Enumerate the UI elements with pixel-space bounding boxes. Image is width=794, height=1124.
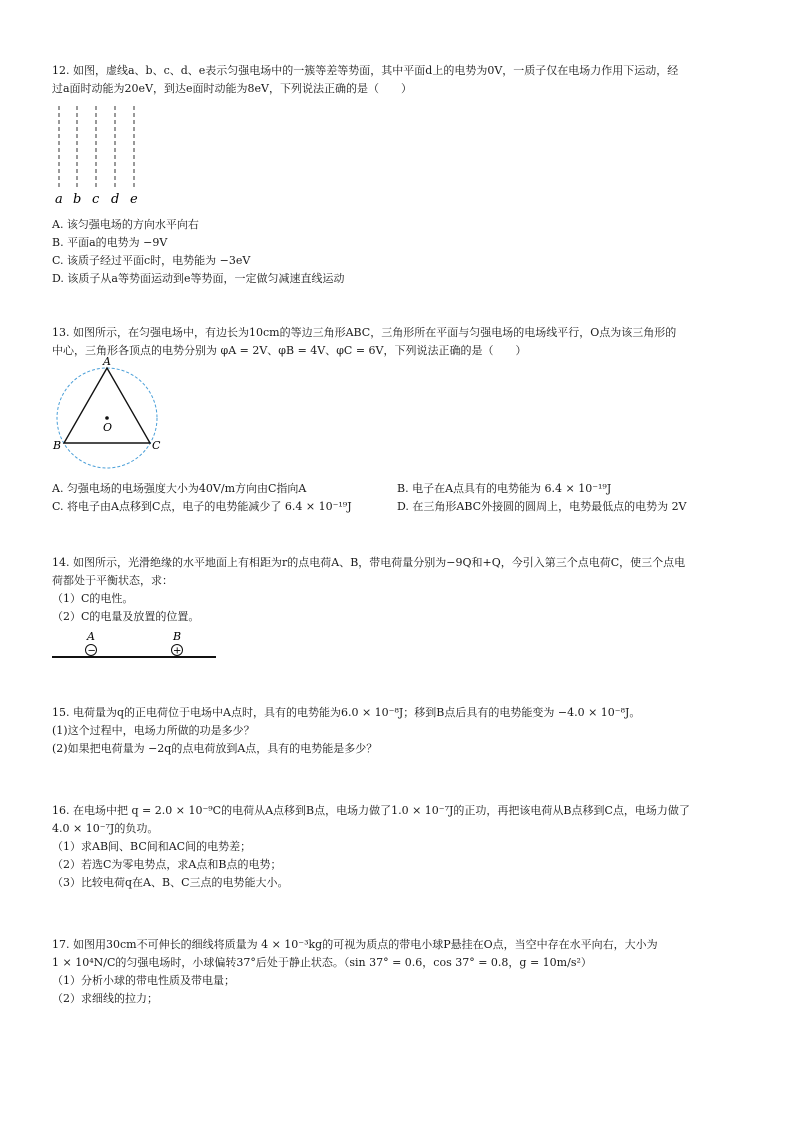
q13-option-a: A. 匀强电场的电场强度大小为40V/m方向由C指向A: [52, 482, 307, 495]
q13-stem-line2: 中心，三角形各顶点的电势分别为 φA = 2V、φB = 4V、φC = 6V，下列说法正确的是（ ）: [52, 344, 527, 357]
q16-sub2: （2）若选C为零电势点，求A点和B点的电势；: [52, 858, 282, 871]
q16-sub3: （3）比较电荷q在A、B、C三点的电势能大小。: [52, 876, 289, 889]
q12-option-b: B. 平面a的电势为 −9V: [52, 236, 168, 249]
q14-charges-figure: [50, 628, 220, 664]
label-a: a: [55, 192, 63, 207]
q12-stem-line2: 过a面时动能为20eV，到达e面时动能为8eV，下列说法正确的是（ ）: [52, 82, 412, 95]
q13-option-c: C. 将电子由A点移到C点，电子的电势能减少了 6.4 × 10⁻¹⁹J: [52, 500, 352, 513]
q12-option-a: A. 该匀强电场的方向水平向右: [52, 218, 199, 231]
q13-option-b: B. 电子在A点具有的电势能为 6.4 × 10⁻¹⁹J: [397, 482, 612, 495]
q14-sub1: （1）C的电性。: [52, 592, 134, 605]
q12-stem-line1: 12. 如图，虚线a、b、c、d、e表示匀强电场中的一簇等差等势面，其中平面d上的电势为0V，一质子仅在电场力作用下运动，经: [52, 64, 679, 77]
q14-sub2: （2）C的电量及放置的位置。: [52, 610, 200, 623]
vertex-label-b: B: [53, 439, 62, 452]
charge-label-b: B: [173, 630, 182, 643]
q13-option-d: D. 在三角形ABC外接圆的圆周上，电势最低点的电势为 2V: [397, 500, 687, 513]
vertex-label-a: A: [103, 356, 111, 368]
center-point-o: [105, 416, 109, 420]
center-label-o: O: [103, 421, 113, 434]
q17-stem-line1: 17. 如图用30cm不可伸长的细线将质量为 4 × 10⁻³kg的可视为质点的带电小球P悬挂在O点，当空中存在水平向右，大小为: [52, 938, 658, 951]
label-b: b: [73, 192, 82, 207]
label-e: e: [130, 192, 138, 207]
q15-sub2: (2)如果把电荷量为 −2q的点电荷放到A点，具有的电势能是多少？: [52, 742, 378, 755]
q16-stem-line1: 16. 在电场中把 q = 2.0 × 10⁻⁹C的电荷从A点移到B点，电场力做了1.0 × 10⁻⁷J的正功，再把该电荷从B点移到C点，电场力做了: [52, 804, 690, 817]
q13-triangle-figure: [50, 356, 165, 476]
q16-stem-line2: 4.0 × 10⁻⁷J的负功。: [52, 822, 159, 835]
q12-equipotential-figure: [50, 104, 160, 208]
q12-option-c: C. 该质子经过平面c时，电势能为 −3eV: [52, 254, 251, 267]
q15-sub1: (1)这个过程中，电场力所做的功是多少？: [52, 724, 255, 737]
q16-sub1: （1）求AB间、BC间和AC间的电势差；: [52, 840, 252, 853]
q17-sub2: （2）求细线的拉力；: [52, 992, 158, 1005]
vertex-label-c: C: [152, 439, 161, 452]
label-c: c: [92, 192, 100, 207]
minus-sign: −: [87, 645, 96, 657]
label-d: d: [111, 192, 120, 207]
plus-sign: +: [173, 645, 182, 657]
q12-option-d: D. 该质子从a等势面运动到e等势面，一定做匀减速直线运动: [52, 272, 345, 285]
q14-stem-line2: 荷都处于平衡状态，求：: [52, 574, 173, 587]
q14-stem-line1: 14. 如图所示，光滑绝缘的水平地面上有相距为r的点电荷A、B，带电荷量分别为−9Q和+Q，今引入第三个点电荷C，使三个点电: [52, 556, 686, 569]
q13-stem-line1: 13. 如图所示，在匀强电场中，有边长为10cm的等边三角形ABC，三角形所在平面与匀强电场的电场线平行，O点为该三角形的: [52, 326, 677, 339]
q15-stem-line1: 15. 电荷量为q的正电荷位于电场中A点时，具有的电势能为6.0 × 10⁻⁸J；移到B点后具有的电势能变为 −4.0 × 10⁻⁸J。: [52, 706, 641, 719]
q17-stem-line2: 1 × 10⁴N/C的匀强电场时，小球偏转37°后处于静止状态。（sin 37° = 0.6，cos 37° = 0.8，g = 10m/s²）: [52, 956, 592, 969]
q17-sub1: （1）分析小球的带电性质及带电量；: [52, 974, 235, 987]
charge-label-a: A: [87, 630, 95, 643]
